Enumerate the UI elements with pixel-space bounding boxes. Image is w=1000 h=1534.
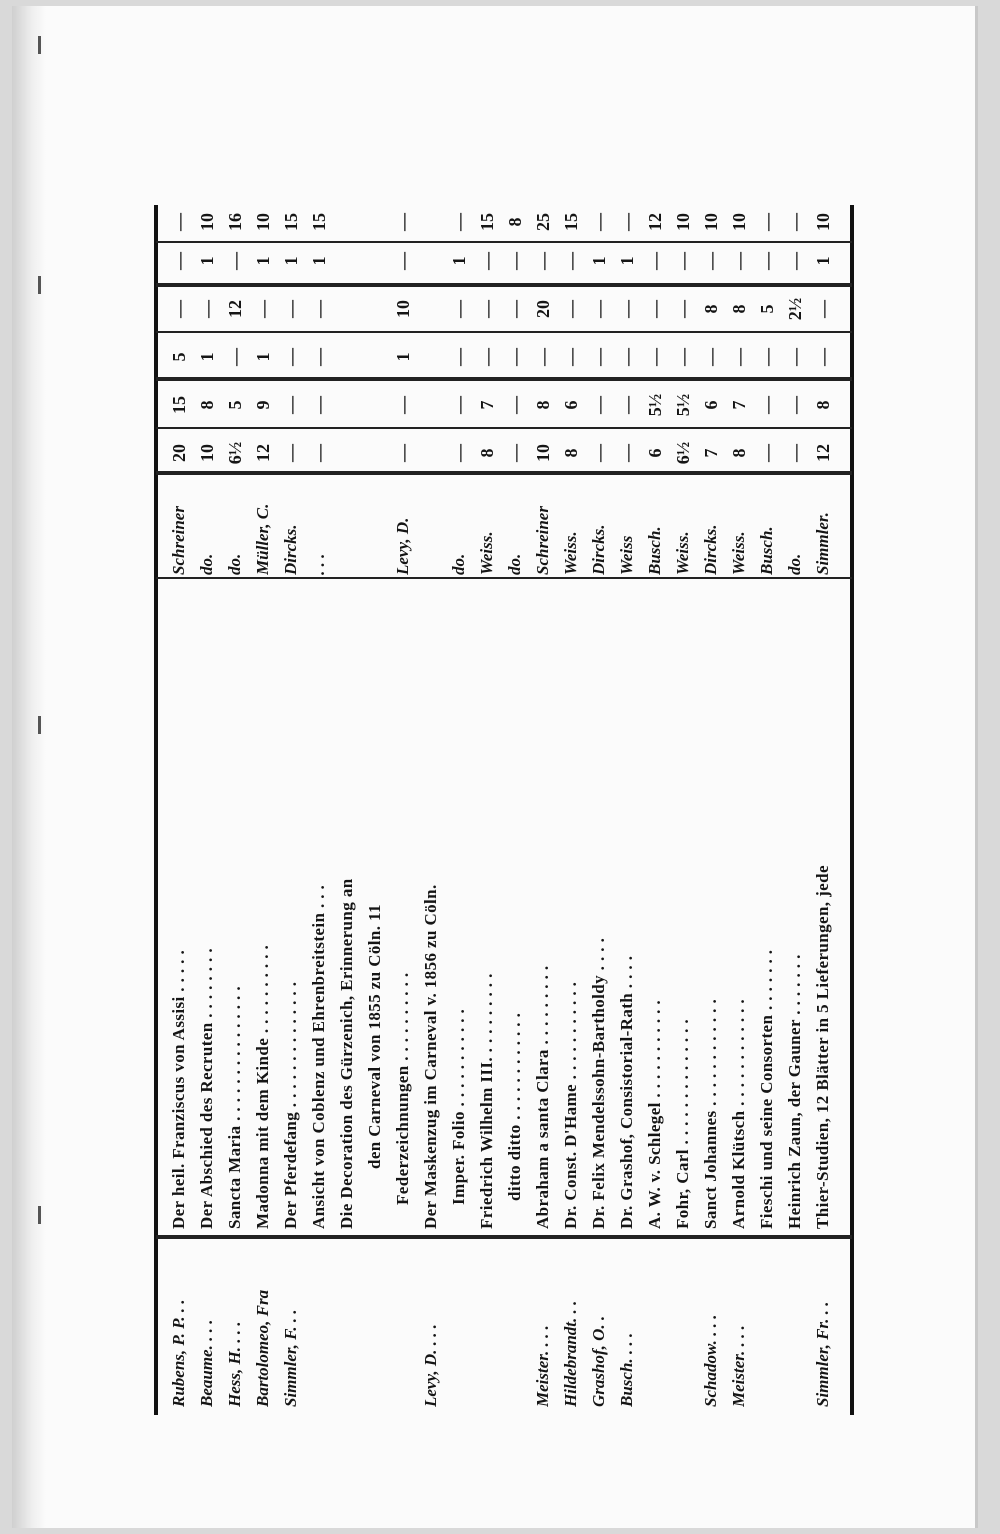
price-col-1: 10 bbox=[197, 444, 217, 462]
table-row bbox=[612, 205, 640, 1415]
table-row bbox=[724, 205, 752, 1415]
price-col-6: 8 bbox=[505, 217, 525, 227]
table-row bbox=[528, 205, 556, 1415]
price-col-3: 1 bbox=[253, 352, 273, 362]
artwork-title: A. W. v. Schlegel . . . . . . . . . . . bbox=[645, 999, 664, 1229]
publisher-name: Weiss. bbox=[729, 531, 748, 575]
table-row bbox=[640, 205, 668, 1415]
price-col-2: — bbox=[309, 396, 329, 414]
artwork-title: Dr. Const. D'Hame . . . . . . . . . . . bbox=[561, 981, 580, 1229]
price-col-5: — bbox=[673, 252, 693, 270]
artwork-title: Die Decoration des Gürzenich, Erinnerung an bbox=[337, 878, 356, 1229]
table-row bbox=[444, 205, 472, 1415]
publisher-name: do. bbox=[785, 553, 804, 575]
publisher-name: Dircks. bbox=[281, 524, 300, 575]
price-col-1 bbox=[419, 435, 443, 471]
price-col-3: — bbox=[757, 348, 777, 366]
price-col-5 bbox=[335, 243, 359, 279]
price-col-3: — bbox=[477, 348, 497, 366]
artist-name bbox=[391, 1247, 415, 1407]
price-col-6: 10 bbox=[197, 213, 217, 231]
price-col-6: 16 bbox=[225, 213, 245, 231]
artwork-title: Thier-Studien, 12 Blätter in 5 Lieferungen, jede bbox=[813, 865, 832, 1229]
price-col-4: 5 bbox=[757, 304, 777, 314]
price-col-5: — bbox=[533, 252, 553, 270]
price-col-4: — bbox=[309, 300, 329, 318]
artwork-title: Friedrich Wilhelm III. . . . . . . . . . bbox=[477, 973, 496, 1229]
price-col-3: 5 bbox=[169, 352, 189, 362]
price-col-3: — bbox=[225, 348, 245, 366]
page-binding-edge bbox=[12, 6, 46, 1528]
table-row bbox=[780, 205, 808, 1415]
publisher-name: Dircks. bbox=[701, 524, 720, 575]
price-col-3: — bbox=[785, 348, 805, 366]
price-col-4: 8 bbox=[729, 304, 749, 314]
price-col-1: — bbox=[309, 444, 329, 462]
publisher-name bbox=[419, 477, 443, 575]
artist-name: Simmler, Fr. . . bbox=[813, 1301, 832, 1407]
price-col-3 bbox=[363, 339, 387, 375]
publisher-name: Weiss. bbox=[673, 531, 692, 575]
table-row bbox=[248, 205, 276, 1415]
publisher-name: Dircks. bbox=[589, 524, 608, 575]
price-col-1 bbox=[363, 435, 387, 471]
price-col-3: — bbox=[813, 348, 833, 366]
price-col-1: 12 bbox=[813, 444, 833, 462]
table-row bbox=[164, 205, 192, 1415]
artwork-title: Der heil. Franziscus von Assisi . . . . . bbox=[169, 949, 188, 1229]
price-col-5: — bbox=[505, 252, 525, 270]
publisher-name: do. bbox=[197, 553, 216, 575]
price-col-5: 1 bbox=[281, 256, 301, 266]
price-col-5: 1 bbox=[617, 256, 637, 266]
price-col-5 bbox=[363, 243, 387, 279]
publisher-name: do. bbox=[225, 553, 244, 575]
artwork-title: Fohr, Carl . . . . . . . . . . . . . . bbox=[673, 1018, 692, 1229]
price-col-4: — bbox=[253, 300, 273, 318]
price-col-5 bbox=[419, 243, 443, 279]
price-col-2 bbox=[419, 387, 443, 423]
artwork-title: Der Abschied des Recruten . . . . . . . . bbox=[197, 948, 216, 1229]
price-col-3: — bbox=[701, 348, 721, 366]
publisher-name: Levy, D. bbox=[393, 517, 412, 575]
artist-name bbox=[307, 1247, 331, 1407]
artist-name: Hildebrandt. . . bbox=[561, 1300, 580, 1407]
table-row bbox=[388, 205, 416, 1415]
price-col-4: — bbox=[645, 300, 665, 318]
price-col-2 bbox=[363, 387, 387, 423]
price-col-4: — bbox=[197, 300, 217, 318]
artist-name: Levy, D. . . . bbox=[421, 1324, 440, 1407]
table-row bbox=[332, 205, 360, 1415]
artwork-title: Abraham a santa Clara . . . . . . . . . bbox=[533, 965, 552, 1229]
price-col-4: 20 bbox=[533, 300, 553, 318]
artist-name: Meister. . . . bbox=[729, 1325, 748, 1407]
table-row bbox=[220, 205, 248, 1415]
price-col-6: — bbox=[757, 213, 777, 231]
table-row bbox=[584, 205, 612, 1415]
price-col-1: — bbox=[281, 444, 301, 462]
price-col-6: 15 bbox=[477, 213, 497, 231]
price-col-3: 1 bbox=[197, 352, 217, 362]
price-col-4: 8 bbox=[701, 304, 721, 314]
price-col-2: 8 bbox=[813, 400, 833, 410]
price-col-1: — bbox=[757, 444, 777, 462]
artwork-title: den Carneval von 1855 zu Cöln. 11 bbox=[365, 904, 384, 1169]
artwork-title: Heinrich Zaun, der Gauner . . . . . . . bbox=[785, 954, 804, 1229]
table-row bbox=[416, 205, 444, 1415]
artist-name bbox=[671, 1247, 695, 1407]
price-col-5: — bbox=[701, 252, 721, 270]
publisher-name: Weiss. bbox=[561, 531, 580, 575]
price-col-4: 12 bbox=[225, 300, 245, 318]
publisher-name: Müller, C. bbox=[253, 503, 272, 575]
price-col-2: 5 bbox=[225, 400, 245, 410]
artist-name bbox=[755, 1247, 779, 1407]
price-col-5: — bbox=[757, 252, 777, 270]
artist-name bbox=[335, 1247, 359, 1407]
price-col-6: 10 bbox=[253, 213, 273, 231]
artist-name: Beaume. . . . bbox=[197, 1319, 216, 1407]
price-col-1 bbox=[335, 435, 359, 471]
price-col-2: 15 bbox=[169, 396, 189, 414]
artist-name: Rubens, P. P. . . bbox=[169, 1299, 188, 1407]
price-col-4: — bbox=[589, 300, 609, 318]
price-col-4: — bbox=[673, 300, 693, 318]
price-col-3: — bbox=[617, 348, 637, 366]
rotated-price-table bbox=[154, 205, 854, 1415]
price-col-2: — bbox=[589, 396, 609, 414]
price-col-4: — bbox=[281, 300, 301, 318]
table-row bbox=[668, 205, 696, 1415]
price-col-2: — bbox=[757, 396, 777, 414]
price-col-4: — bbox=[449, 300, 469, 318]
price-col-1: — bbox=[449, 444, 469, 462]
artwork-title: Imper. Folio . . . . . . . . . . . bbox=[449, 1008, 468, 1205]
price-col-3: — bbox=[561, 348, 581, 366]
price-col-6: 10 bbox=[729, 213, 749, 231]
price-col-2: — bbox=[449, 396, 469, 414]
price-col-3: — bbox=[589, 348, 609, 366]
artwork-title: Arnold Klütsch . . . . . . . . . . . . bbox=[729, 998, 748, 1229]
price-col-4 bbox=[363, 291, 387, 327]
table-row bbox=[556, 205, 584, 1415]
table-row bbox=[192, 205, 220, 1415]
price-col-4: 2½ bbox=[785, 297, 805, 321]
artist-name: Bartolomeo, Fra bbox=[253, 1289, 272, 1407]
publisher-name: . . . bbox=[309, 553, 328, 575]
price-col-1: 12 bbox=[253, 444, 273, 462]
price-col-5: — bbox=[225, 252, 245, 270]
price-col-3: — bbox=[309, 348, 329, 366]
price-col-1: 8 bbox=[477, 448, 497, 458]
publisher-name: Weiss. bbox=[477, 531, 496, 575]
price-col-6: — bbox=[449, 213, 469, 231]
table-top-rule bbox=[154, 205, 158, 1415]
price-col-6 bbox=[419, 205, 443, 239]
price-col-1: 20 bbox=[169, 444, 189, 462]
artist-name: Meister. . . . bbox=[533, 1325, 552, 1407]
publisher-name: Schreiner bbox=[169, 506, 188, 575]
price-col-1: 6 bbox=[645, 448, 665, 458]
artwork-title: ditto ditto . . . . . . . . . . . . bbox=[505, 1012, 524, 1201]
publisher-name: Simmler. bbox=[813, 512, 832, 575]
price-col-3: — bbox=[449, 348, 469, 366]
price-col-5: — bbox=[645, 252, 665, 270]
price-col-1: 10 bbox=[533, 444, 553, 462]
price-col-2: — bbox=[785, 396, 805, 414]
artwork-title: Fieschi und seine Consorten . . . . . . . bbox=[757, 949, 776, 1229]
price-col-2: — bbox=[505, 396, 525, 414]
artwork-title: Federzeichnungen . . . . . . . . . . bbox=[393, 972, 412, 1205]
price-col-5: 1 bbox=[813, 256, 833, 266]
price-col-4: — bbox=[169, 300, 189, 318]
price-col-5: 1 bbox=[449, 256, 469, 266]
publisher-name: do. bbox=[449, 553, 468, 575]
price-col-2: 9 bbox=[253, 400, 273, 410]
price-col-3 bbox=[335, 339, 359, 375]
price-col-6: — bbox=[785, 213, 805, 231]
price-col-5: — bbox=[729, 252, 749, 270]
price-col-4: — bbox=[477, 300, 497, 318]
price-col-1: — bbox=[617, 444, 637, 462]
price-col-1: — bbox=[393, 444, 413, 462]
price-col-2: — bbox=[617, 396, 637, 414]
publisher-name bbox=[363, 477, 387, 575]
price-col-5: — bbox=[477, 252, 497, 270]
price-col-2 bbox=[335, 387, 359, 423]
price-col-5: — bbox=[393, 252, 413, 270]
artist-name: Hess, H. . . . bbox=[225, 1321, 244, 1407]
table-row bbox=[304, 205, 332, 1415]
artist-name bbox=[643, 1247, 667, 1407]
price-col-6 bbox=[363, 205, 387, 239]
price-col-5: 1 bbox=[253, 256, 273, 266]
price-col-6: 12 bbox=[645, 213, 665, 231]
publisher-name: do. bbox=[505, 553, 524, 575]
publisher-name: Busch. bbox=[645, 526, 664, 575]
price-col-1: 6½ bbox=[225, 441, 245, 465]
binding-stitch bbox=[38, 276, 55, 294]
binding-stitch bbox=[38, 1206, 55, 1224]
artist-name: Schadow. . . . bbox=[701, 1314, 720, 1407]
price-col-6: 15 bbox=[309, 213, 329, 231]
price-col-4: — bbox=[813, 300, 833, 318]
price-col-1: 8 bbox=[561, 448, 581, 458]
price-col-6: 10 bbox=[813, 213, 833, 231]
price-col-2: — bbox=[281, 396, 301, 414]
price-col-3: — bbox=[729, 348, 749, 366]
artwork-title: Sancta Maria . . . . . . . . . . . . . . . bbox=[225, 986, 244, 1229]
artist-name bbox=[503, 1247, 527, 1407]
price-col-2: 5½ bbox=[673, 393, 693, 417]
price-col-3: — bbox=[673, 348, 693, 366]
price-col-3: 1 bbox=[393, 352, 413, 362]
price-col-5: 1 bbox=[309, 256, 329, 266]
price-col-5: 1 bbox=[589, 256, 609, 266]
price-col-2: 7 bbox=[729, 400, 749, 410]
price-col-2: 5½ bbox=[645, 393, 665, 417]
artist-name: Simmler, F. . . bbox=[281, 1309, 300, 1407]
table-row bbox=[696, 205, 724, 1415]
artist-name bbox=[447, 1247, 471, 1407]
price-col-6 bbox=[335, 205, 359, 239]
table-row bbox=[808, 205, 836, 1415]
price-col-6: — bbox=[589, 213, 609, 231]
price-col-6: 25 bbox=[533, 213, 553, 231]
binding-stitch bbox=[38, 36, 55, 54]
artist-name bbox=[363, 1247, 387, 1407]
table-row bbox=[472, 205, 500, 1415]
price-col-4 bbox=[419, 291, 443, 327]
publisher-name: Weiss bbox=[617, 535, 636, 575]
price-col-3 bbox=[419, 339, 443, 375]
price-col-5: — bbox=[169, 252, 189, 270]
price-col-6: — bbox=[617, 213, 637, 231]
artwork-title: Madonna mit dem Kinde . . . . . . . . . . bbox=[253, 944, 272, 1229]
publisher-name: Schreiner bbox=[533, 506, 552, 575]
price-col-1: 6½ bbox=[673, 441, 693, 465]
artwork-title: Der Pferdefang . . . . . . . . . . . . . . bbox=[281, 981, 300, 1229]
table-row bbox=[276, 205, 304, 1415]
price-col-2: 8 bbox=[533, 400, 553, 410]
table-row bbox=[360, 205, 388, 1415]
price-col-4: 10 bbox=[393, 300, 413, 318]
artwork-title: Dr. Grashof, Consistorial-Rath . . . . bbox=[617, 955, 636, 1229]
price-col-6: — bbox=[393, 213, 413, 231]
price-col-1: — bbox=[589, 444, 609, 462]
publisher-name: Busch. bbox=[757, 526, 776, 575]
price-col-3: — bbox=[505, 348, 525, 366]
price-col-1: 8 bbox=[729, 448, 749, 458]
artist-name bbox=[783, 1247, 807, 1407]
artwork-title: Sanct Johannes . . . . . . . . . . . . bbox=[701, 998, 720, 1229]
price-col-4: — bbox=[617, 300, 637, 318]
artist-name bbox=[475, 1247, 499, 1407]
price-col-2: 7 bbox=[477, 400, 497, 410]
price-col-5: — bbox=[561, 252, 581, 270]
publisher-name bbox=[335, 477, 359, 575]
price-col-6: 10 bbox=[701, 213, 721, 231]
price-col-4: — bbox=[561, 300, 581, 318]
price-col-1: 7 bbox=[701, 448, 721, 458]
artwork-title: Ansicht von Coblenz und Ehrenbreitstein . . . bbox=[309, 884, 328, 1229]
price-col-5: — bbox=[785, 252, 805, 270]
price-col-3: — bbox=[533, 348, 553, 366]
price-col-3: — bbox=[281, 348, 301, 366]
price-col-5: 1 bbox=[197, 256, 217, 266]
price-col-6: — bbox=[169, 213, 189, 231]
price-col-2: 6 bbox=[561, 400, 581, 410]
price-col-2: — bbox=[393, 396, 413, 414]
price-col-4 bbox=[335, 291, 359, 327]
price-col-1: — bbox=[785, 444, 805, 462]
table-bottom-rule bbox=[850, 205, 854, 1415]
price-col-1: — bbox=[505, 444, 525, 462]
artwork-title: Der Maskenzug im Carneval v. 1856 zu Cöln. bbox=[421, 884, 440, 1229]
price-col-6: 10 bbox=[673, 213, 693, 231]
price-col-6: 15 bbox=[281, 213, 301, 231]
artist-name: Busch. . . . bbox=[617, 1332, 636, 1407]
price-col-6: 15 bbox=[561, 213, 581, 231]
artist-name: Grashof, O. . bbox=[589, 1315, 608, 1407]
artwork-title: Dr. Felix Mendelssohn-Bartholdy . . . . bbox=[589, 937, 608, 1229]
table-row bbox=[752, 205, 780, 1415]
binding-stitch bbox=[38, 716, 55, 734]
price-col-2: 6 bbox=[701, 400, 721, 410]
table-row bbox=[500, 205, 528, 1415]
price-col-3: — bbox=[645, 348, 665, 366]
price-col-4: — bbox=[505, 300, 525, 318]
price-col-2: 8 bbox=[197, 400, 217, 410]
